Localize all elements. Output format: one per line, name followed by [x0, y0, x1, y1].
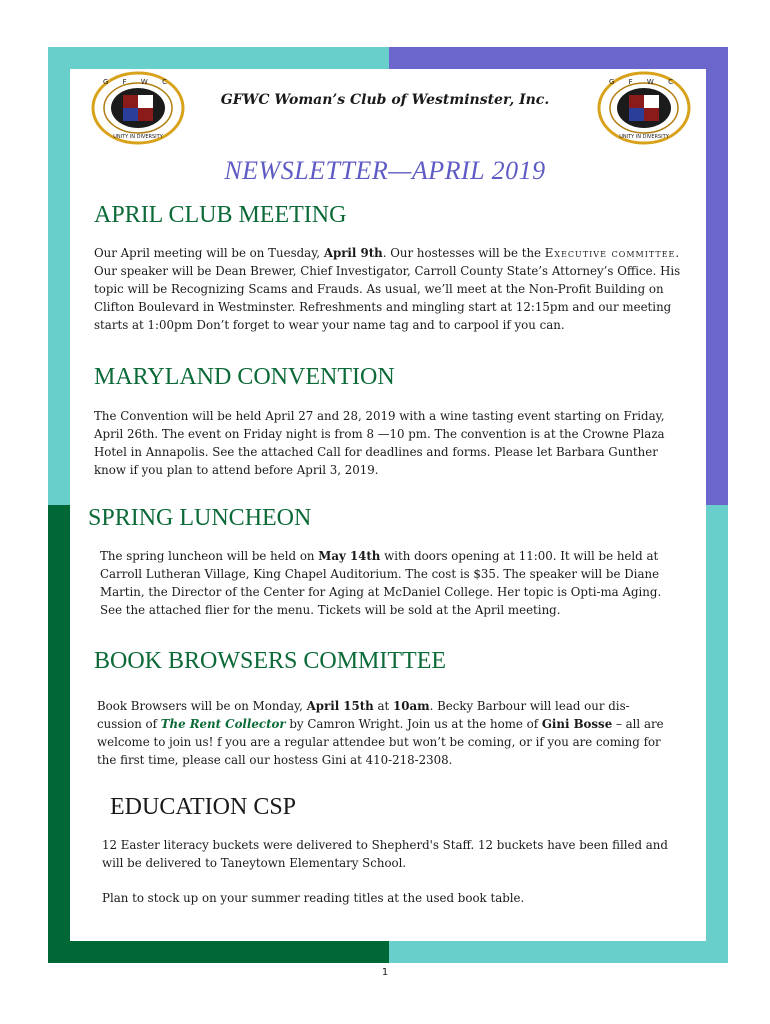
education-text-2: Plan to stock up on your summer reading titles at the used book table.	[102, 891, 525, 905]
frame-bottom-left-bar	[48, 941, 389, 963]
club-name: GFWC Woman’s Club of Westminster, Inc.	[220, 92, 550, 108]
luncheon-heading: SPRING LUNCHEON	[88, 505, 312, 531]
book-browsers-text: Book Browsers will be on Monday, April 15th at 10am. Becky Barbour will lead our dis-cussion of The Rent Collector by Camron Wright. Join us at the home of Gini Bosse – all are welcome to join us! f you are a regular attendee but won’t be coming, or if you are coming for the first time, please call our hostess Gini at 410-218-2308.	[97, 699, 664, 767]
svg-text:G F W C: G F W C	[103, 78, 173, 86]
april-meeting-text: Our April meeting will be on Tuesday, April 9th. Our hostesses will be the Executive committee. Our speaker will be Dean Brewer, Chief Investigator, Carroll County State’s Attorney’s Office. His topic will be Recognizing Scams and Frauds. As usual, we’ll meet at the Non-Profit Building on Clifton Boulevard in Westminster. Refreshments and mingling start at 12:15pm and our meeting starts at 1:00pm Don’t forget to wear your name tag and to carpool if you can.	[94, 246, 681, 332]
svg-text:UNITY IN DIVERSITY: UNITY IN DIVERSITY	[619, 134, 669, 140]
gfwc-logo-right	[596, 71, 692, 145]
book-browsers-heading: BOOK BROWSERS COMMITTEE	[94, 648, 447, 674]
frame-bottom-right-bar	[389, 941, 728, 963]
education-heading: EDUCATION CSP	[110, 794, 297, 820]
svg-text:G F W C: G F W C	[609, 78, 679, 86]
book-title: The Rent Collector	[160, 717, 286, 731]
newsletter-title: NEWSLETTER—APRIL 2019	[224, 156, 546, 185]
svg-text:UNITY IN DIVERSITY: UNITY IN DIVERSITY	[113, 134, 163, 140]
page-number: 1	[381, 967, 389, 978]
convention-heading: MARYLAND CONVENTION	[94, 364, 395, 390]
april-meeting-heading: APRIL CLUB MEETING	[94, 202, 347, 228]
convention-text: The Convention will be held April 27 and 28, 2019 with a wine tasting event starting on Friday, April 26th. The event on Friday night is from 8 —10 pm. The convention is at the Crowne Plaza Hotel in Annapolis. See the attached Call for deadlines and forms. Please let Barbara Gunther know if you plan to attend before April 3, 2019.	[94, 409, 665, 477]
education-text-1: 12 Easter literacy buckets were delivered to Shepherd's Staff. 12 buckets have been filled and will be delivered to Taneytown Elementary School.	[102, 838, 668, 870]
luncheon-text: The spring luncheon will be held on May 14th with doors opening at 11:00. It will be held at Carroll Lutheran Village, King Chapel Auditorium. The cost is $35. The speaker will be Diane Martin, the Director of the Center for Aging at McDaniel College. Her topic is Opti-ma Aging. See the attached flier for the menu. Tickets will be sold at the April meeting.	[100, 549, 662, 617]
frame-left-lower-bar	[48, 505, 70, 963]
frame-left-upper-bar	[48, 47, 70, 505]
gfwc-logo-left	[90, 71, 186, 145]
frame-top-left-bar	[48, 47, 389, 69]
frame-top-right-bar	[389, 47, 728, 69]
frame-right-upper-bar	[706, 47, 728, 505]
frame-right-lower-bar	[706, 505, 728, 963]
